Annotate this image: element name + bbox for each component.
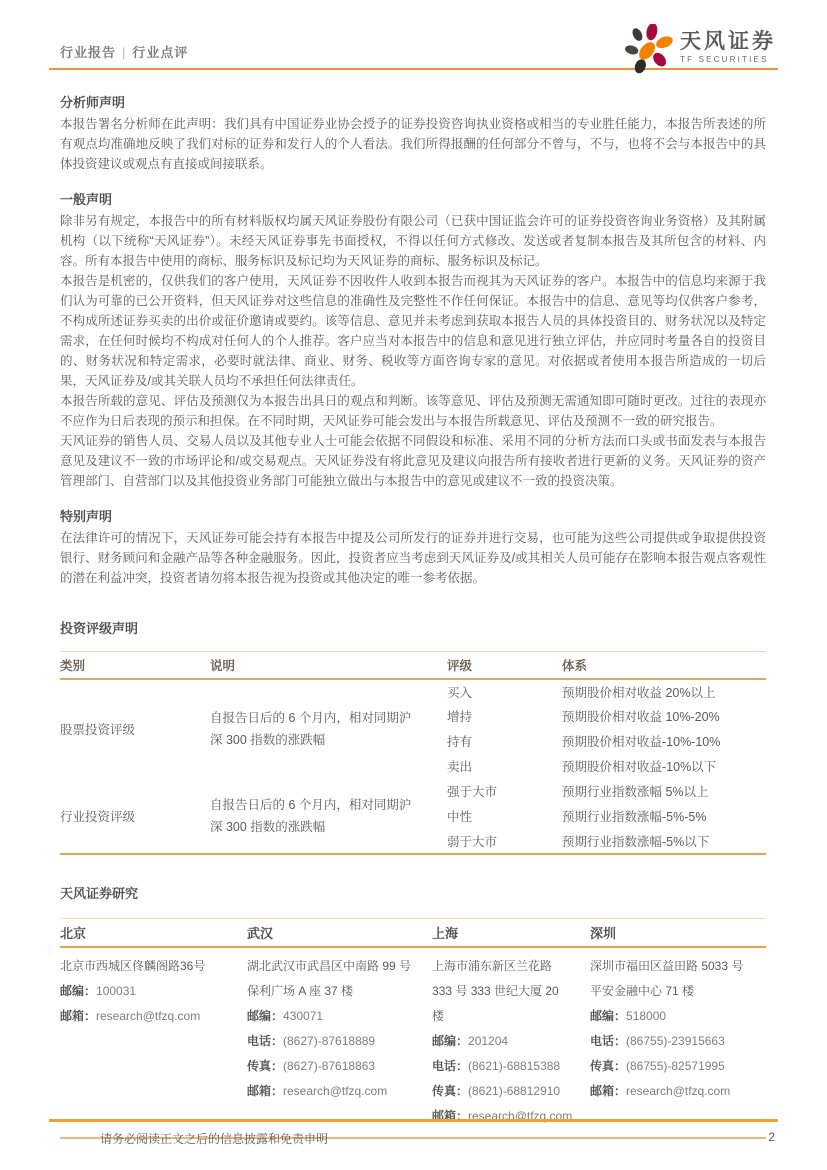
field-label: 电话： <box>590 1033 627 1048</box>
field-value: (8627)-87618889 <box>283 1033 376 1048</box>
rating-grade: 持有 <box>447 735 473 749</box>
field-label: 邮编： <box>590 1008 627 1023</box>
rating-grade: 弱于大市 <box>447 834 498 849</box>
rating-grade: 中性 <box>447 810 473 824</box>
office-city-beijing: 北京 <box>60 925 87 941</box>
field-value: (8621)-68812910 <box>468 1083 561 1098</box>
rating-system: 预期股价相对收益-10%以下 <box>562 760 717 774</box>
field-label: 邮箱： <box>590 1083 627 1098</box>
brand-subtitle: TF SECURITIES <box>680 54 769 64</box>
brand-name: 天风证券 <box>680 29 776 53</box>
section-title: 分析师声明 <box>60 95 126 110</box>
field-label: 传真： <box>590 1058 627 1073</box>
field-label: 电话： <box>247 1033 284 1048</box>
brand-text <box>680 31 776 68</box>
field-label: 传真： <box>247 1058 284 1073</box>
field-value: (86755)-82571995 <box>626 1058 725 1073</box>
office-field <box>590 1079 750 1104</box>
office-field <box>590 1029 750 1054</box>
field-label: 传真： <box>432 1083 469 1098</box>
field-label: 邮编： <box>247 1008 284 1023</box>
rating-system: 预期行业指数涨幅-5%以下 <box>562 834 710 849</box>
field-value: (8621)-68815388 <box>468 1058 561 1073</box>
field-value: (8627)-87618863 <box>283 1058 376 1073</box>
rating-system: 预期股价相对收益 20%以上 <box>562 685 716 700</box>
office-field <box>432 1054 574 1079</box>
field-value: 430071 <box>283 1008 324 1023</box>
rating-category: 行业投资评级 <box>60 809 136 824</box>
section-analyst-statement <box>60 92 766 174</box>
field-value: research@tfzq.com <box>96 1008 201 1023</box>
table-row <box>60 679 766 704</box>
rating-grade: 买入 <box>447 685 473 700</box>
office-body-row <box>60 948 766 1139</box>
office-field <box>247 1029 416 1054</box>
office-field <box>432 1029 574 1054</box>
rating-grade: 卖出 <box>447 760 473 774</box>
rating-grade: 增持 <box>447 710 473 724</box>
office-city-shanghai: 上海 <box>432 925 459 941</box>
rating-system: 预期行业指数涨幅 5%以上 <box>562 785 709 799</box>
rating-description: 自报告日后的 6 个月内，相对同期沪深 300 指数的涨跌幅 <box>210 711 412 747</box>
office-field <box>60 1004 231 1029</box>
breadcrumb <box>60 42 188 61</box>
field-value: (86755)-23915663 <box>626 1033 725 1048</box>
office-field <box>590 1054 750 1079</box>
field-label: 邮箱： <box>60 1008 97 1023</box>
page-number: 2 <box>768 1130 775 1144</box>
table-row <box>60 779 766 804</box>
field-label: 电话： <box>432 1058 469 1073</box>
field-label: 邮编： <box>432 1033 469 1048</box>
page-footer <box>49 1119 778 1153</box>
office-field <box>590 1004 750 1029</box>
rating-table <box>60 651 766 855</box>
rating-description: 自报告日后的 6 个月内，相对同期沪深 300 指数的涨跌幅 <box>210 797 412 834</box>
office-city-wuhan: 武汉 <box>247 925 274 941</box>
office-field <box>247 1079 416 1104</box>
rating-grade: 强于大市 <box>447 785 498 799</box>
office-beijing <box>60 954 247 1129</box>
column-header-system: 体系 <box>562 652 766 679</box>
rating-system: 预期行业指数涨幅-5%-5% <box>562 810 707 824</box>
field-label: 邮箱： <box>247 1083 284 1098</box>
field-value: research@tfzq.com <box>283 1083 388 1098</box>
section-title: 天风证券研究 <box>60 885 139 901</box>
section-rating-statement <box>60 618 766 855</box>
paragraph: 在法律许可的情况下，天风证券可能会持有本报告中提及公司所发行的证券并进行交易，也可能为这些公司提供或争取提供投资银行、财务顾问和金融产品等各种金融服务。因此，投资者应当考虑到天风证券及/或其相关人员可能存在影响本报告观点客观性的潜在利益冲突，投资者请勿将本报告视为投资或其他决定的唯一参考依据。 <box>60 531 766 585</box>
column-header-description: 说明 <box>210 652 447 679</box>
section-title: 投资评级声明 <box>60 621 139 636</box>
rating-table-header-row <box>60 652 766 679</box>
section-title: 特别声明 <box>60 509 113 524</box>
office-city-shenzhen: 深圳 <box>590 925 617 941</box>
office-shanghai <box>432 954 590 1129</box>
page-header <box>49 22 778 70</box>
tf-flower-logo-icon <box>624 24 674 74</box>
section-research-offices <box>60 883 766 1139</box>
section-title: 一般声明 <box>60 192 113 207</box>
paragraph: 本报告是机密的，仅供我们的客户使用，天风证券不因收件人收到本报告而视其为天风证券的客户。本报告中的信息均来源于我们认为可靠的已公开资料，但天风证券对这些信息的准确性及完整性不作任何保证。本报告中的信息、意见等均仅供客户参考，不构成所述证券买卖的出价或征价邀请或要约。该等信息、意见并未考虑到获取本报告人员的具体投资目的、财务状况以及特定需求，在任何时候均不构成对任何人的个人推荐。客户应当对本报告中的信息和意见进行独立评估，并应同时考量各自的投资目的、财务状况和特定需求，必要时就法律、商业、财务、税收等方面咨询专家的意见。对依据或者使用本报告所造成的一切后果，天风证券及/或其关联人员均不承担任何法律责任。 <box>60 274 766 388</box>
section-special-statement <box>60 506 766 588</box>
office-shenzhen <box>590 954 766 1129</box>
breadcrumb-report-subtype: 行业点评 <box>132 45 189 60</box>
office-field <box>60 979 231 1004</box>
field-value: 518000 <box>626 1008 667 1023</box>
field-value: research@tfzq.com <box>626 1083 731 1098</box>
field-value: 201204 <box>468 1033 509 1048</box>
tf-securities-logo <box>624 24 776 74</box>
office-field <box>432 1079 574 1104</box>
rating-category: 股票投资评级 <box>60 723 136 737</box>
field-label: 邮编： <box>60 983 97 998</box>
footer-disclaimer: 请务必阅读正文之后的信息披露和免责申明 <box>100 1132 329 1146</box>
paragraph: 天风证券的销售人员、交易人员以及其他专业人士可能会依据不同假设和标准、采用不同的分析方法而口头或书面发表与本报告意见及建议不一致的市场评论和/或交易观点。天风证券没有将此意见及建议向报告所有接收者进行更新的义务。天风证券的资产管理部门、自营部门以及其他投资业务部门可能独立做出与本报告中的意见或建议不一致的投资决策。 <box>60 434 766 488</box>
paragraph: 本报告所载的意见、评估及预测仅为本报告出具日的观点和判断。该等意见、评估及预测无需通知即可随时更改。过往的表现亦不应作为日后表现的预示和担保。在不同时期，天风证券可能会发出与本报告所载意见、评估及预测不一致的研究报告。 <box>60 394 766 428</box>
rating-system: 预期股价相对收益 10%-20% <box>562 710 720 724</box>
column-header-grade: 评级 <box>447 652 562 679</box>
field-label: 邮箱： <box>432 1108 469 1123</box>
office-address: 湖北武汉市武昌区中南路 99 号保利广场 A 座 37 楼 <box>247 958 412 998</box>
paragraph: 本报告署名分析师在此声明：我们具有中国证券业协会授予的证券投资咨询执业资格或相当的专业胜任能力，本报告所表述的所有观点均准确地反映了我们对标的证券和发行人的个人看法。我们所得报酬的任何部分不曾与，不与，也将不会与本报告中的具体投资建议或观点有直接或间接联系。 <box>60 117 766 171</box>
office-field <box>247 1054 416 1079</box>
rating-system: 预期股价相对收益-10%-10% <box>562 735 721 749</box>
paragraph: 除非另有规定，本报告中的所有材料版权均属天风证券股份有限公司（已获中国证监会许可的证券投资咨询业务资格）及其附属机构（以下统称“天风证券”）。未经天风证券事先书面授权，不得以任何方式修改、发送或者复制本报告及其所包含的材料、内容。所有本报告中使用的商标、服务标识及标记均为天风证券的商标、服务标识及标记。 <box>60 214 766 268</box>
breadcrumb-separator: | <box>122 45 127 60</box>
breadcrumb-report-type: 行业报告 <box>60 45 117 60</box>
section-general-statement <box>60 189 766 491</box>
office-address: 北京市西城区佟麟阁路36号 <box>60 958 206 973</box>
office-header-row <box>60 918 766 948</box>
column-header-category: 类别 <box>60 652 210 679</box>
field-value: 100031 <box>96 983 137 998</box>
office-address: 上海市浦东新区兰花路 333 号 333 世纪大厦 20 楼 <box>432 958 559 1023</box>
office-wuhan <box>247 954 432 1129</box>
report-content <box>60 92 766 1139</box>
office-field <box>247 1004 416 1029</box>
office-address: 深圳市福田区益田路 5033 号 平安金融中心 71 楼 <box>590 958 744 998</box>
field-value: research@tfzq.com <box>468 1108 573 1123</box>
